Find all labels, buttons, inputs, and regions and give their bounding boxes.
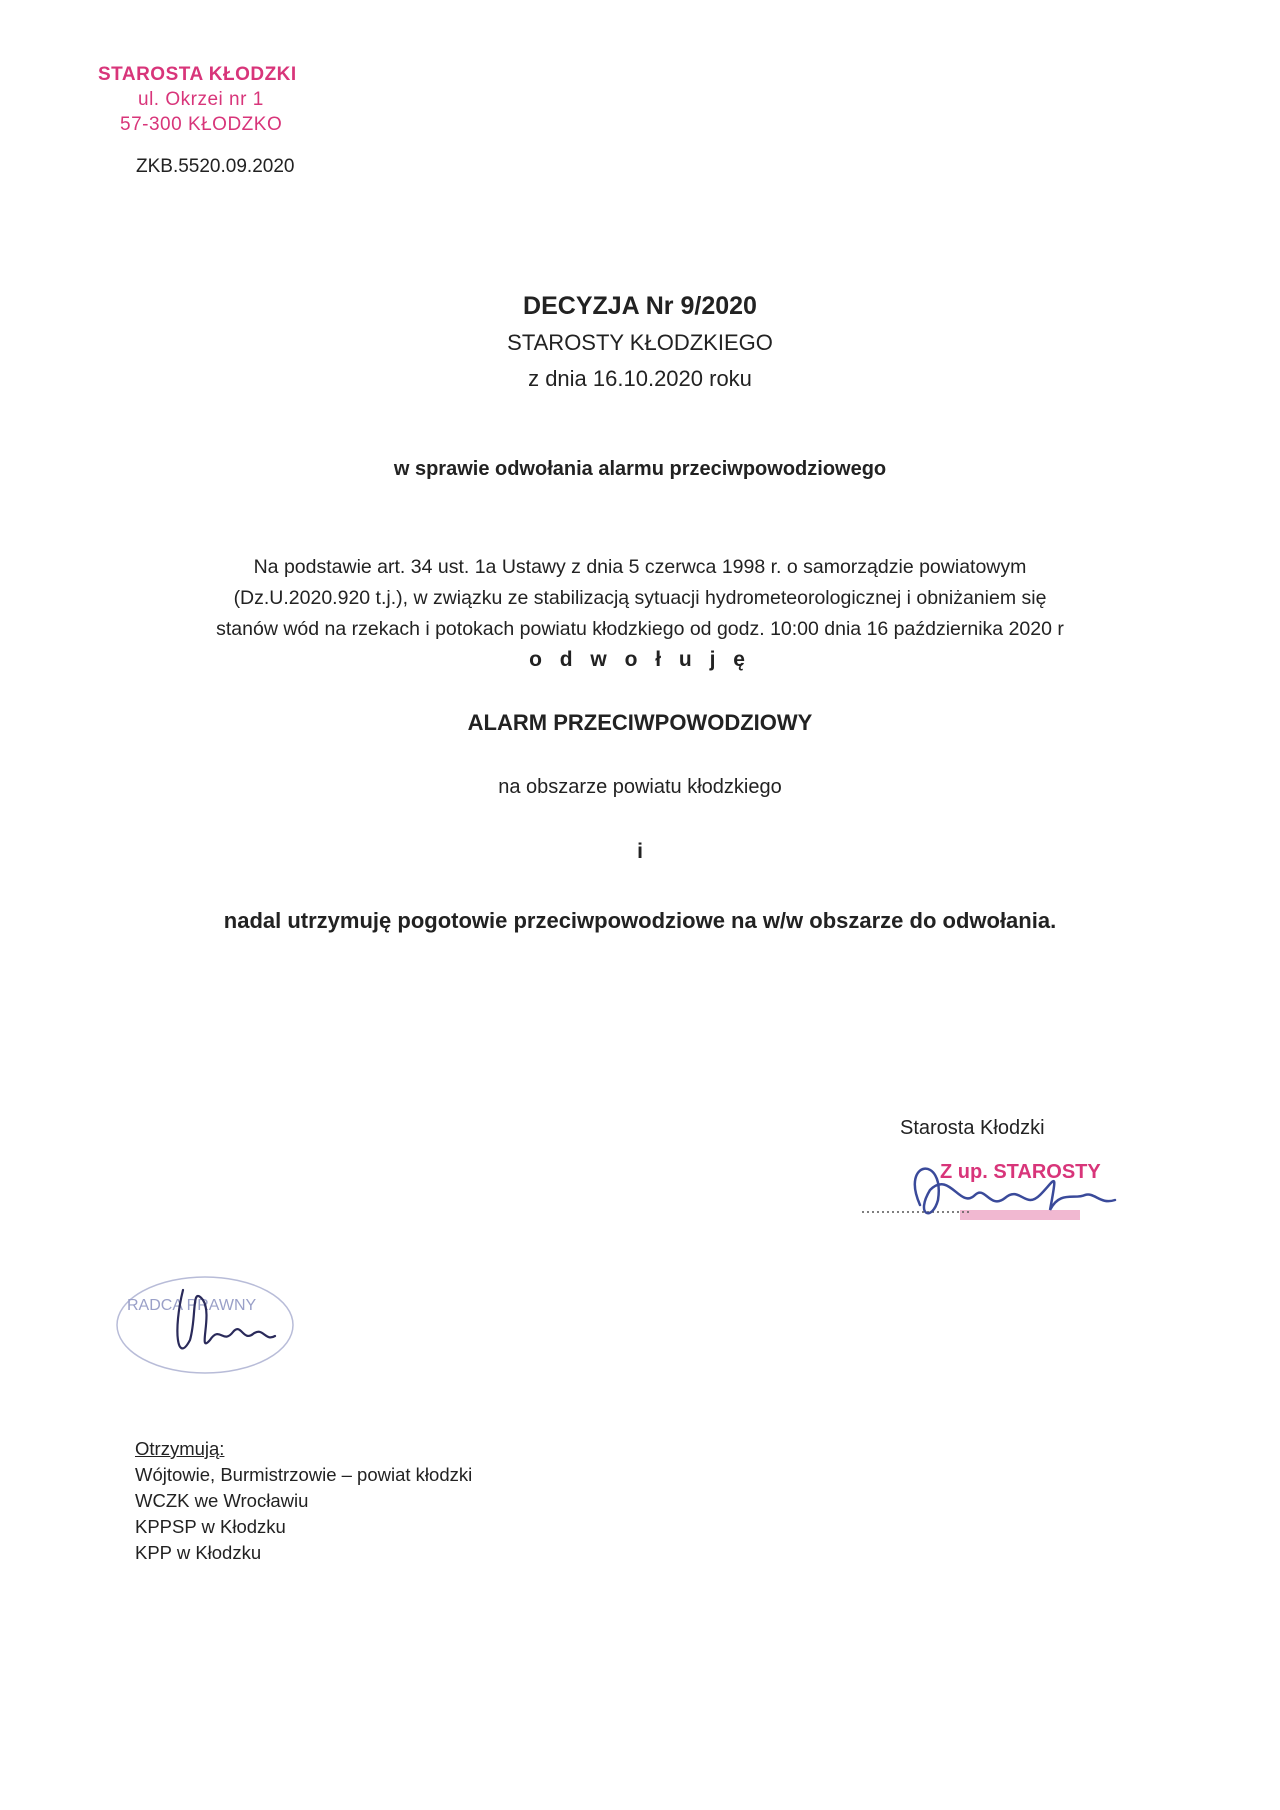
body-line-1: Na podstawie art. 34 ust. 1a Ustawy z dnia 5 czerwca 1998 r. o samorządzie powiatowym [253, 556, 1027, 578]
legal-stamp-text: RADCA PRAWNY [127, 1297, 257, 1314]
decision-action: o d w o ł u j ę [529, 648, 751, 671]
recipient-item: KPP w Kłodzku [135, 1542, 262, 1563]
recipients-list [135, 1436, 472, 1566]
legal-basis-paragraph [150, 552, 1130, 645]
recipient-item: KPPSP w Kłodzku [135, 1516, 286, 1537]
recipient-item: Wójtowie, Burmistrzowie – powiat kłodzki [135, 1464, 473, 1485]
final-statement: nadal utrzymuję pogotowie przeciwpowodziowe na w/w obszarze do odwołania. [223, 908, 1057, 933]
signature-stamp [860, 1150, 1140, 1245]
legal-stamp-graphic [115, 1270, 305, 1380]
stamp-line-2: ul. Okrzei nr 1 [138, 89, 264, 110]
signature-graphic [860, 1150, 1140, 1240]
body-line-3: stanów wód na rzekach i potokach powiatu kłodzkiego od godz. 10:00 dnia 16 października 2020 r [216, 618, 1064, 640]
stamp-line-1: STAROSTA KŁODZKI [98, 64, 297, 85]
recipient-item: WCZK we Wrocławiu [135, 1490, 309, 1511]
conjunction: i [637, 840, 643, 863]
decision-subject: w sprawie odwołania alarmu przeciwpowodziowego [393, 458, 887, 480]
body-line-2: (Dz.U.2020.920 t.j.), w związku ze stabilizacją sytuacji hydrometeorologicznej i obniżaniem się [233, 587, 1047, 609]
recipients-header: Otrzymują: [135, 1438, 225, 1459]
decision-date: z dnia 16.10.2020 roku [528, 366, 752, 391]
decision-issuer: STAROSTY KŁODZKIEGO [507, 330, 773, 355]
signature-stamp-text: Z up. STAROSTY [940, 1161, 1101, 1183]
signatory-title: Starosta Kłodzki [900, 1117, 1045, 1139]
alarm-heading: ALARM PRZECIWPOWODZIOWY [467, 710, 813, 735]
reference-number: ZKB.5520.09.2020 [136, 156, 295, 177]
stamp-line-3: 57-300 KŁODZKO [120, 114, 283, 135]
decision-title: DECYZJA Nr 9/2020 [523, 292, 757, 320]
legal-advisor-stamp [115, 1270, 305, 1385]
alarm-area: na obszarze powiatu kłodzkiego [498, 776, 782, 798]
issuer-stamp [98, 62, 297, 137]
